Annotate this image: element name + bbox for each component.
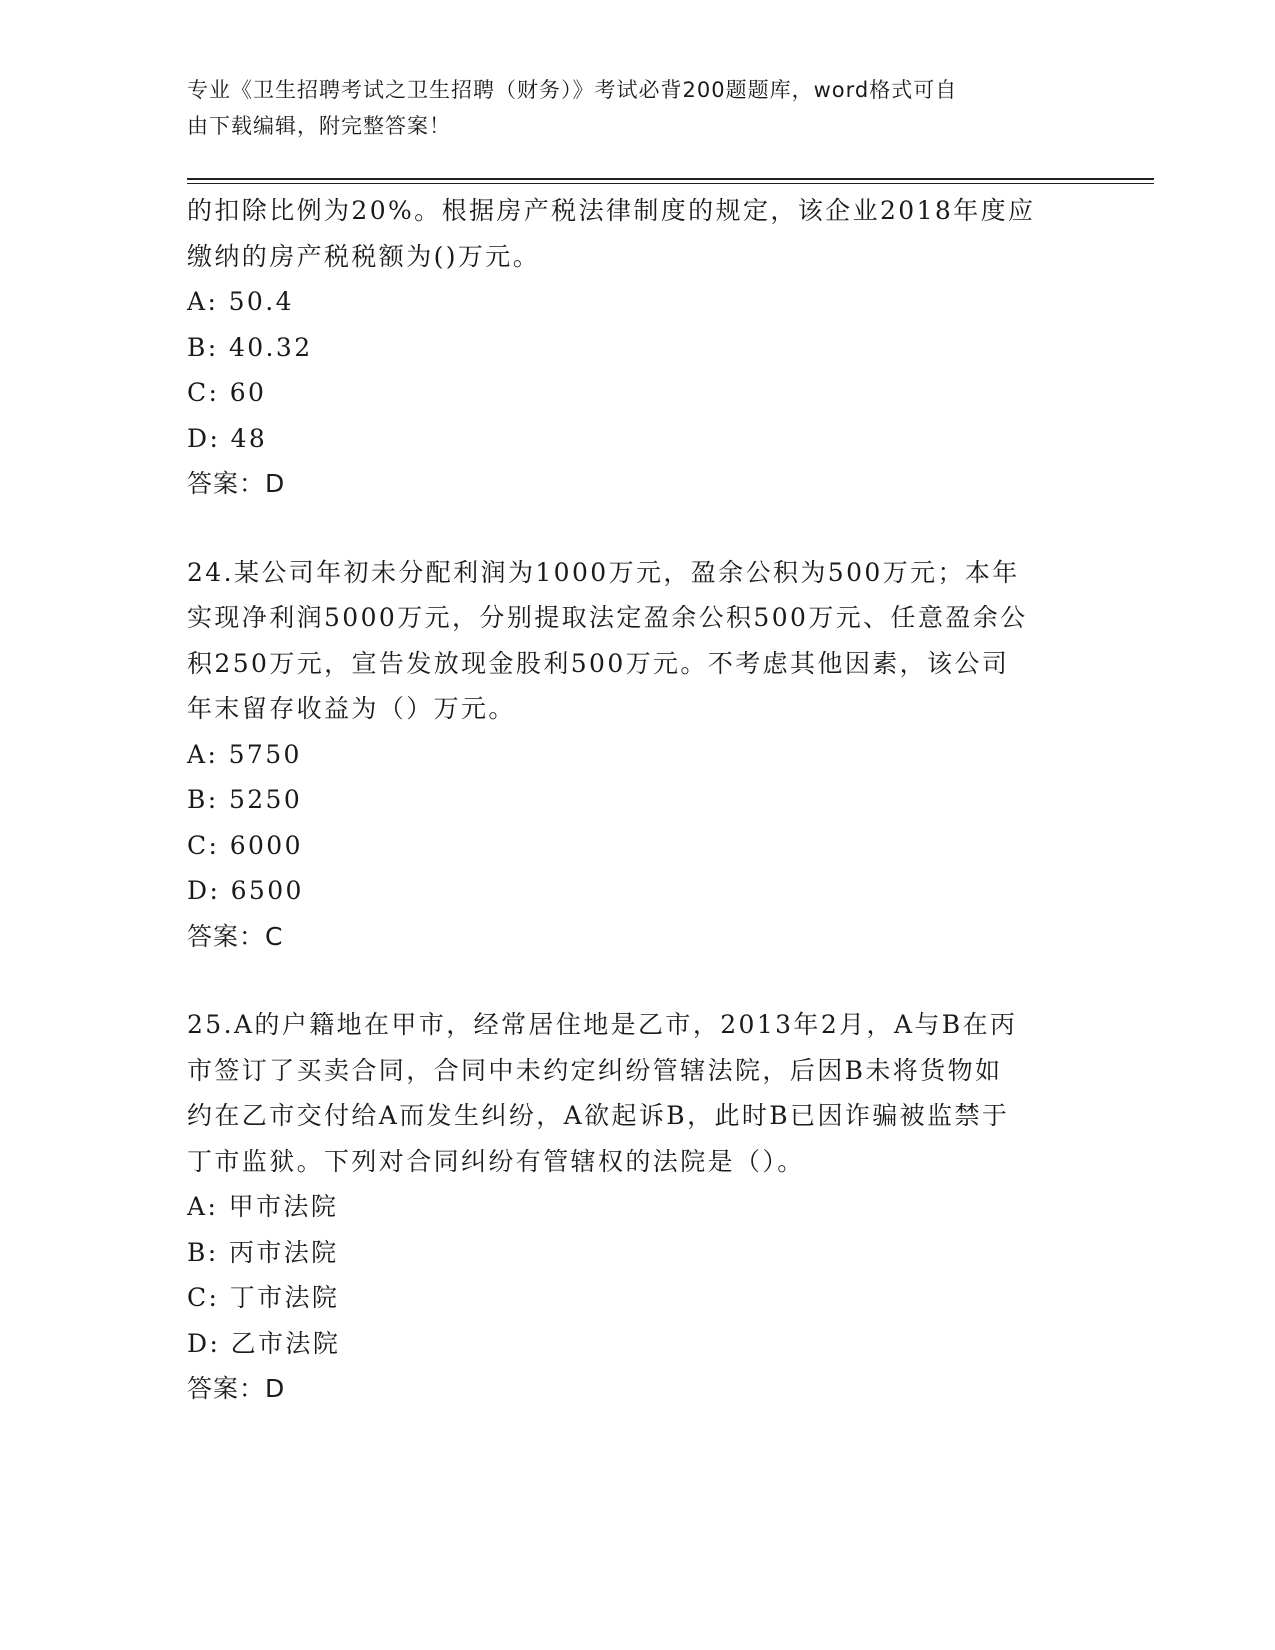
question-stem-line: 市签订了买卖合同，合同中未约定纠纷管辖法院，后因B未将货物如 bbox=[187, 1055, 1003, 1085]
option-c: C: 丁市法院 bbox=[187, 1283, 340, 1312]
question-stem-line: 约在乙市交付给A而发生纠纷，A欲起诉B，此时B已因诈骗被监禁于 bbox=[187, 1101, 1010, 1130]
question-25 bbox=[187, 1002, 1087, 1412]
option-b: B: 40.32 bbox=[187, 332, 313, 362]
header-divider-thick bbox=[187, 178, 1154, 180]
document-header bbox=[187, 72, 1067, 144]
option-d: D: 6500 bbox=[187, 876, 304, 905]
header-line-2: 由下载编辑，附完整答案！ bbox=[187, 114, 451, 138]
answer-line: 答案：C bbox=[187, 921, 284, 951]
option-b: B: 5250 bbox=[187, 785, 303, 814]
option-a: A: 50.4 bbox=[187, 287, 294, 316]
question-24 bbox=[187, 550, 1087, 960]
question-stem-line: 年末留存收益为（）万元。 bbox=[187, 694, 516, 723]
question-stem-line: 积250万元，宣告发放现金股利500万元。不考虑其他因素，该公司 bbox=[187, 648, 1010, 678]
question-stem-line: 的扣除比例为20%。根据房产税法律制度的规定，该企业2018年度应 bbox=[187, 196, 1036, 225]
header-divider-thin bbox=[187, 183, 1154, 184]
question-23 bbox=[187, 188, 1087, 507]
answer-line: 答案：D bbox=[187, 1374, 286, 1403]
header-line-1: 专业《卫生招聘考试之卫生招聘（财务）》考试必背200题题库，word格式可自 bbox=[187, 78, 958, 102]
question-stem-line: 实现净利润5000万元，分别提取法定盈余公积500万元、任意盈余公 bbox=[187, 603, 1028, 632]
question-stem-line: 25.A的户籍地在甲市，经常居住地是乙市，2013年2月，A与B在丙 bbox=[187, 1010, 1018, 1039]
option-a: A: 5750 bbox=[187, 739, 302, 769]
answer-line: 答案：D bbox=[187, 469, 286, 498]
question-stem-line: 丁市监狱。下列对合同纠纷有管辖权的法院是（）。 bbox=[187, 1146, 805, 1176]
option-b: B: 丙市法院 bbox=[187, 1237, 339, 1267]
option-c: C: 6000 bbox=[187, 830, 303, 860]
option-a: A: 甲市法院 bbox=[187, 1192, 339, 1221]
question-spacer bbox=[187, 959, 1087, 1002]
option-d: D: 乙市法院 bbox=[187, 1328, 341, 1358]
question-spacer bbox=[187, 507, 1087, 550]
question-list bbox=[187, 188, 1087, 1412]
question-stem-line: 24.某公司年初未分配利润为1000万元，盈余公积为500万元；本年 bbox=[187, 557, 1020, 587]
option-c: C: 60 bbox=[187, 378, 267, 407]
question-stem-line: 缴纳的房产税税额为()万元。 bbox=[187, 241, 541, 271]
option-d: D: 48 bbox=[187, 423, 268, 453]
